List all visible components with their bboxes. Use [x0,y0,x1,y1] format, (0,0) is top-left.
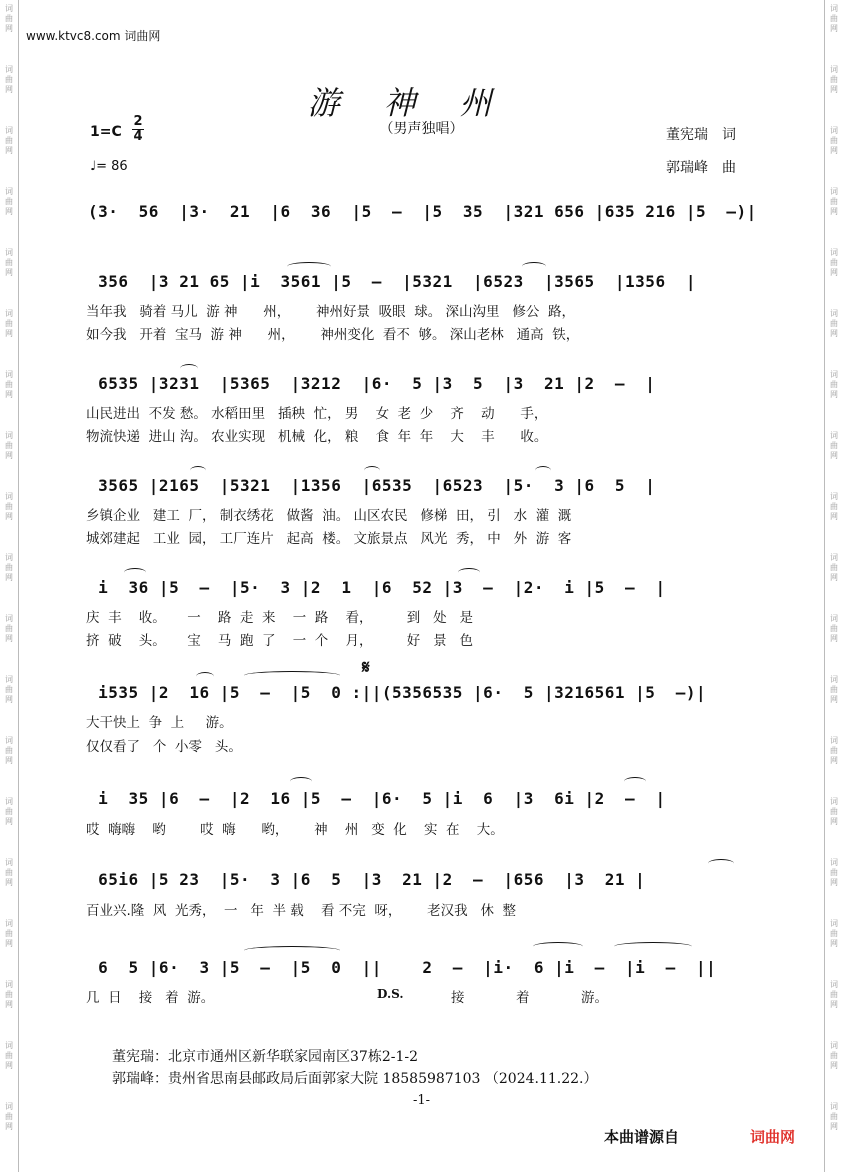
segno-sign: 𝄋 [362,657,370,678]
side-watermark: 词 曲 网 [5,736,13,765]
composer-address: 郭瑞峰：贵州省思南县邮政局后面郭家大院 18585987103 （2024.11.22.） [112,1071,598,1087]
lyric-line: 物流快递 进山 沟。 农业实现 机械 化， 粮 食 年 年 大 丰 收。 [86,429,548,445]
side-watermark: 词 曲 网 [5,4,13,33]
side-watermark: 词 曲 网 [5,431,13,460]
side-watermark: 词 曲 网 [5,65,13,94]
side-watermark: 词 曲 网 [830,980,838,1009]
notation-line: i 36 |5 – |5· 3 |2 1 |6 52 |3 – |2· i |5 – | [88,578,666,597]
side-watermark: 词 曲 网 [830,736,838,765]
score-row-2 [88,270,756,296]
slur-mark [364,466,380,475]
score-row-3 [88,372,756,398]
side-watermark: 词 曲 网 [830,858,838,887]
side-watermark: 词 曲 网 [5,309,13,338]
notation-line: 3565 |2165 |5321 |1356 |6535 |6523 |5· 3 |6 5 | [88,476,656,495]
side-watermark: 词 曲 网 [5,370,13,399]
notation-line: i 35 |6 – |2 16 |5 – |6· 5 |i 6 |3 6i |2 – | [88,789,666,808]
lyric-line: 当年我 骑着 马儿 游 神 州， 神州好景 吸眼 球。 深山沟里 修公 路， [86,304,575,320]
lyricist-credit: 董宪瑞 词 [666,127,736,143]
side-watermark: 词 曲 网 [5,919,13,948]
score-row-4 [88,474,756,500]
lyric-line: 哎 嗨嗨 哟 哎 嗨 哟， 神 州 变 化 实 在 大。 [86,822,504,838]
lyric-line: 大干快上 争 上 游。 [86,715,233,731]
notation-line: i535 |2 16 |5 – |5 0 :||(5356535 |6· 5 |3216561 |5 –)| [88,683,707,702]
notation-line: (3· 56 |3· 21 |6 36 |5 – |5 35 |321 656 |635 216 |5 –)| [88,202,757,221]
score-row-8 [88,868,756,894]
side-watermark: 词 曲 网 [5,492,13,521]
side-watermark: 词 曲 网 [5,614,13,643]
side-watermark: 词 曲 网 [5,553,13,582]
side-watermark: 词 曲 网 [830,309,838,338]
slur-mark [533,942,583,951]
lyric-line: 城郊建起 工业 园， 工厂连片 起高 楼。 文旅景点 风光 秀， 中 外 游 客 [86,531,572,547]
side-watermark: 词 曲 网 [830,431,838,460]
side-watermark: 词 曲 网 [830,370,838,399]
lyric-line: 挤 破 头。 宝 马 跑 了 一 个 月， 好 景 色 [86,633,474,649]
time-bottom: 4 [133,129,143,144]
notation-line: 356 |3 21 65 |i 3561 |5 – |5321 |6523 |3565 |1356 | [88,272,696,291]
side-watermark: 词 曲 网 [830,492,838,521]
score-row-6 [88,681,756,707]
slur-mark [244,671,340,680]
lyric-line: 乡镇企业 建工 厂， 制衣绣花 做酱 油。 山区农民 修梯 田， 引 水 灌 溉 [86,508,572,524]
side-watermark: 词 曲 网 [830,126,838,155]
lyric-line: 庆 丰 收。 一 路 走 来 一 路 看， 到 处 是 [86,610,474,626]
tempo-mark: ♩= 86 [90,159,128,174]
slur-mark [196,672,214,681]
score-row-7 [88,787,756,813]
score-row-9 [88,956,756,982]
ds-marker: D.S. [377,987,404,1001]
side-watermark: 词 曲 网 [830,65,838,94]
slur-mark [190,466,206,475]
slur-mark [535,466,551,475]
side-watermark: 词 曲 网 [830,1041,838,1070]
site-url[interactable]: www.ktvc8.com 词曲网 [26,29,161,43]
slur-mark [458,568,480,577]
slur-mark [290,777,312,786]
side-watermark: 词 曲 网 [5,858,13,887]
lyricist-address: 董宪瑞：北京市通州区新华联家园南区37栋2-1-2 [112,1049,418,1065]
side-watermark: 词 曲 网 [830,553,838,582]
lyric-line: 百业兴.隆 风 光秀， 一 年 半 载 看 不完 呀， 老汉我 休 整 [86,903,517,919]
slur-mark [708,859,734,868]
side-watermark: 词 曲 网 [5,248,13,277]
side-watermark: 词 曲 网 [5,797,13,826]
side-watermark: 词 曲 网 [830,248,838,277]
tail-lyric-line: 接 着 游。 [451,990,608,1006]
lyric-line: 山民进出 不发 愁。 水稻田里 插秧 忙， 男 女 老 少 齐 动 手， [86,406,548,422]
source-label: 本曲谱源自 [604,1128,680,1146]
side-watermark: 词 曲 网 [5,675,13,704]
slur-mark [624,777,646,786]
side-watermark: 词 曲 网 [830,614,838,643]
slur-mark [522,262,546,271]
slur-mark [614,942,692,951]
song-title: 游神州 [307,84,536,122]
song-subtitle: （男声独唱） [379,121,464,137]
score-row-5 [88,576,756,602]
slur-mark [180,364,198,373]
key-signature: 1=C [90,124,122,140]
side-watermark: 词 曲 网 [830,919,838,948]
source-site-link[interactable]: 词曲网 [750,1128,796,1146]
slur-mark [124,568,146,577]
composer-credit: 郭瑞峰 曲 [666,160,736,176]
score-row-1 [88,200,756,226]
side-watermark: 词 曲 网 [830,675,838,704]
notation-line: 65i6 |5 23 |5· 3 |6 5 |3 21 |2 – |656 |3 21 | [88,870,646,889]
side-watermark: 词 曲 网 [830,187,838,216]
slur-mark [244,946,340,955]
side-watermark: 词 曲 网 [5,980,13,1009]
side-watermark: 词 曲 网 [830,1102,838,1131]
lyric-line: 几 日 接 着 游。 [86,990,215,1006]
side-watermark: 词 曲 网 [5,126,13,155]
side-watermark: 词 曲 网 [5,1102,13,1131]
lyric-line: 如今我 开着 宝马 游 神 州， 神州变化 看不 够。 深山老林 通高 铁， [86,327,580,343]
time-signature [132,115,144,144]
notation-line: 6535 |3231 |5365 |3212 |6· 5 |3 5 |3 21 |2 – | [88,374,656,393]
lyric-line: 仅仅看了 个 小零 头。 [86,739,242,755]
notation-line: 6 5 |6· 3 |5 – |5 0 || 2 – |i· 6 |i – |i – || [88,958,717,977]
side-watermark: 词 曲 网 [830,4,838,33]
side-watermark: 词 曲 网 [5,187,13,216]
side-watermark: 词 曲 网 [830,797,838,826]
time-top: 2 [133,114,143,129]
page-number: -1- [412,1093,431,1108]
slur-mark [287,262,331,271]
side-watermark: 词 曲 网 [5,1041,13,1070]
